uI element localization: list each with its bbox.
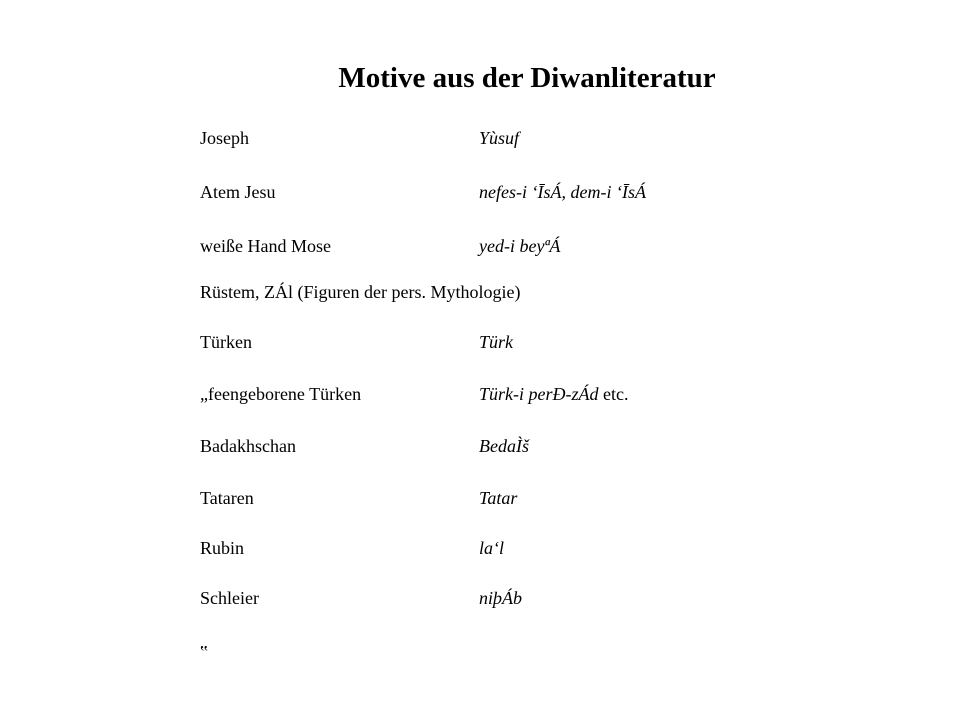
turkish-term [479, 330, 513, 354]
turkish-term-text: BedaÌš [479, 436, 529, 456]
german-term: Atem Jesu [200, 182, 276, 202]
turkish-term [479, 126, 519, 150]
slide-title: Motive aus der Diwanliteratur [338, 62, 716, 94]
turkish-term [479, 180, 646, 204]
turkish-term [479, 536, 504, 560]
turkish-term [479, 434, 529, 458]
german-term: Joseph [200, 128, 249, 148]
german-term: weiße Hand Mose [200, 236, 331, 256]
turkish-term [479, 382, 628, 406]
german-term: Rüstem, ZÁl (Figuren der pers. Mythologie) [200, 282, 521, 302]
etc-note: etc. [598, 384, 629, 404]
turkish-term [479, 234, 560, 258]
turkish-term [479, 586, 522, 610]
turkish-term-text: yed-i beyªÁ [479, 236, 561, 256]
turkish-term-text: niþÁb [479, 588, 522, 608]
turkish-term [479, 486, 517, 510]
german-term: Türken [200, 332, 252, 352]
turkish-term-text: Yùsuf [479, 128, 520, 148]
german-term: Tataren [200, 488, 254, 508]
quote-mark: ‟ [200, 642, 208, 662]
turkish-term-text: Türk [479, 332, 514, 352]
turkish-term-text: Türk-i perÐ-zÁd [479, 384, 599, 404]
german-term: Schleier [200, 588, 259, 608]
turkish-term-text: la‘l [479, 538, 504, 558]
german-term: Rubin [200, 538, 245, 558]
turkish-term-text: Tatar [479, 488, 518, 508]
german-term: Badakhschan [200, 436, 296, 456]
german-term: „feengeborene Türken [200, 384, 362, 404]
turkish-term-text: nefes-i ‘ĪsÁ, dem-i ‘ĪsÁ [479, 182, 646, 202]
